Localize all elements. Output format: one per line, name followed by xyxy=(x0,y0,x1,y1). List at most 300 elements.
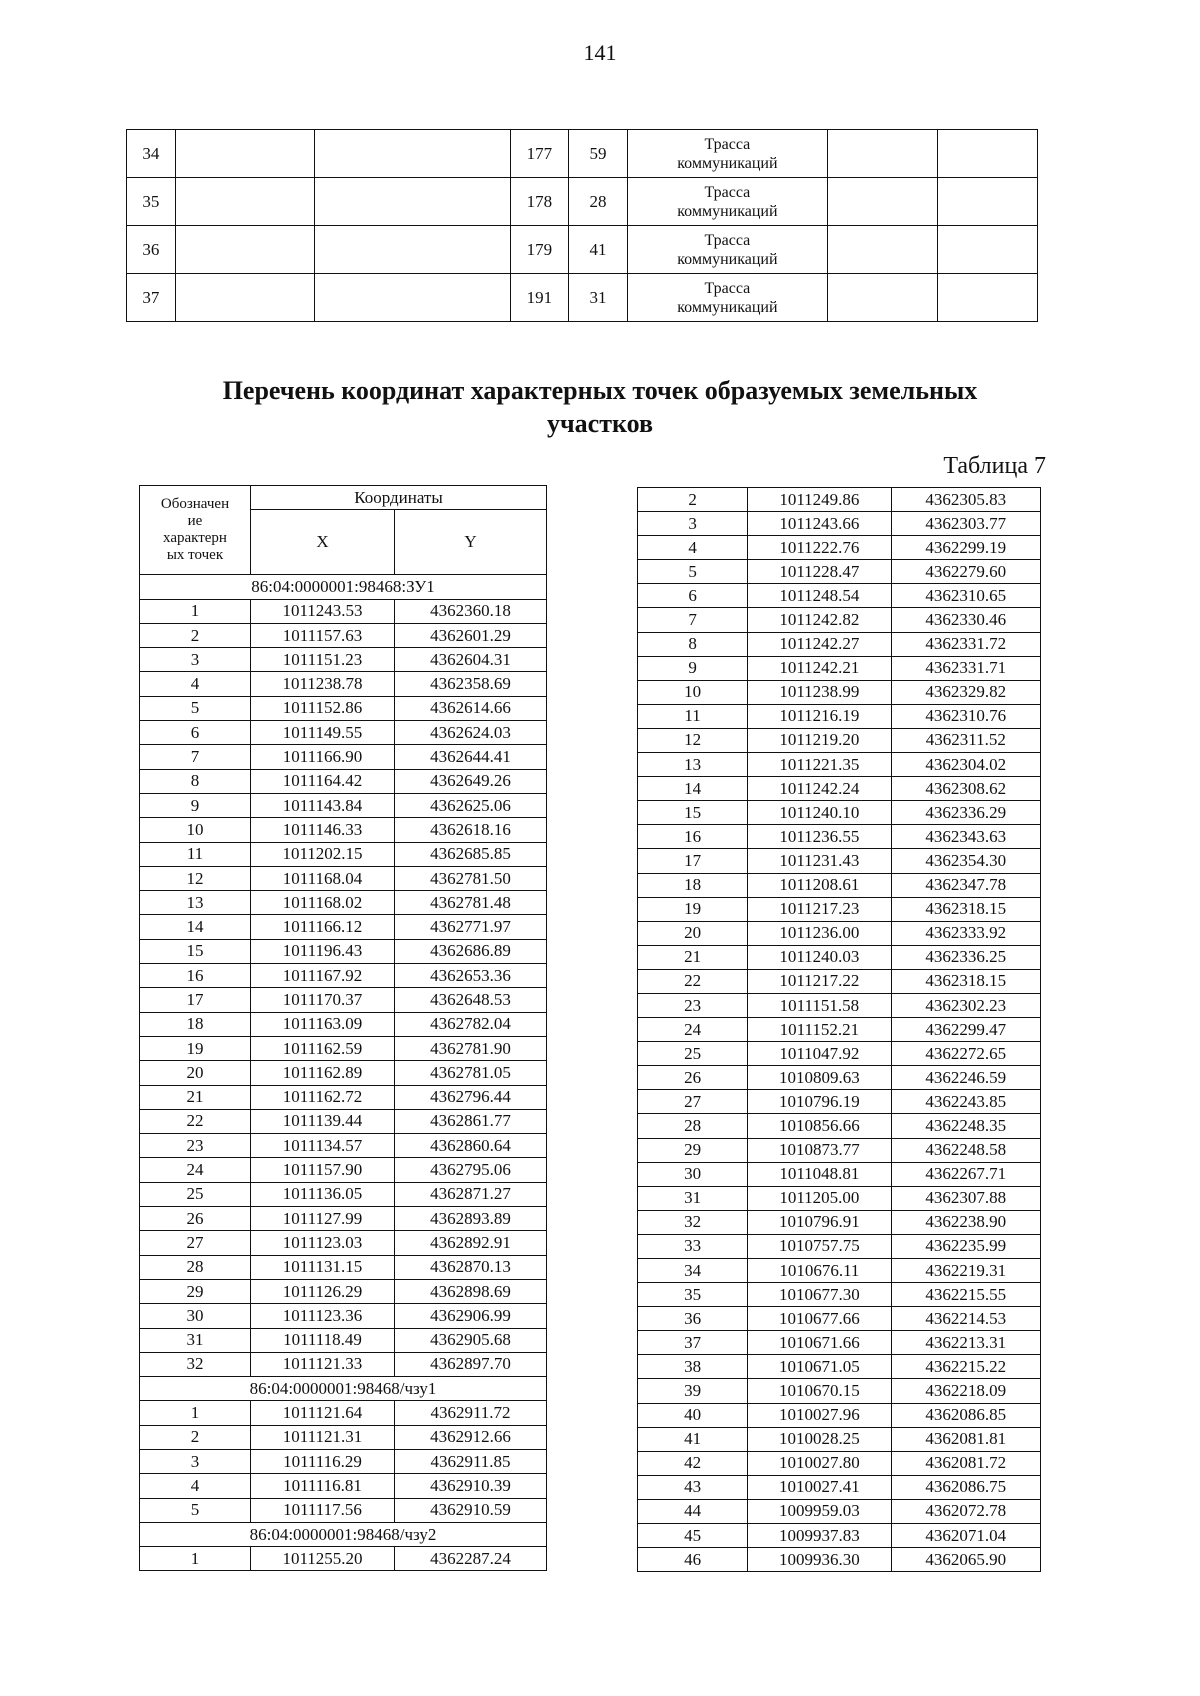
point-number: 37 xyxy=(638,1331,748,1355)
y-value: 4362871.27 xyxy=(395,1182,547,1206)
point-number: 7 xyxy=(638,608,748,632)
y-value: 4362796.44 xyxy=(395,1085,547,1109)
y-value: 4362649.26 xyxy=(395,769,547,793)
y-value: 4362653.36 xyxy=(395,964,547,988)
continuation-table xyxy=(126,129,1038,322)
description-line: Трасса xyxy=(704,183,751,201)
y-value: 4362318.15 xyxy=(891,897,1040,921)
x-value: 1011228.47 xyxy=(748,560,891,584)
y-value: 4362897.70 xyxy=(395,1352,547,1376)
point-number: 5 xyxy=(638,560,748,584)
point-number: 10 xyxy=(140,818,251,842)
table-row xyxy=(638,1283,1041,1307)
y-value: 4362318.15 xyxy=(891,969,1040,993)
x-value: 1011240.03 xyxy=(748,945,891,969)
table-row xyxy=(638,1234,1041,1258)
table-row xyxy=(638,1042,1041,1066)
y-value: 4362299.19 xyxy=(891,536,1040,560)
table-row xyxy=(638,680,1041,704)
y-value: 4362648.53 xyxy=(395,988,547,1012)
y-value: 4362248.35 xyxy=(891,1114,1040,1138)
point-number: 25 xyxy=(140,1182,251,1206)
y-value: 4362308.62 xyxy=(891,777,1040,801)
table-row xyxy=(140,769,547,793)
point-number: 29 xyxy=(638,1138,748,1162)
table-row xyxy=(638,512,1041,536)
empty-cell xyxy=(827,274,937,322)
table-row xyxy=(638,969,1041,993)
designation-header-line: характерн xyxy=(163,530,227,547)
x-value: 1011121.31 xyxy=(251,1425,395,1449)
point-number: 32 xyxy=(140,1352,251,1376)
y-value: 4362781.90 xyxy=(395,1036,547,1060)
x-value: 1011219.20 xyxy=(748,728,891,752)
x-value: 1011162.89 xyxy=(251,1061,395,1085)
y-value: 4362898.69 xyxy=(395,1279,547,1303)
point-number: 3 xyxy=(140,1449,251,1473)
x-value: 1011221.35 xyxy=(748,753,891,777)
y-value: 4362360.18 xyxy=(395,599,547,623)
table-row xyxy=(638,921,1041,945)
y-value: 4362906.99 xyxy=(395,1304,547,1328)
y-value: 4362246.59 xyxy=(891,1066,1040,1090)
table-row xyxy=(140,1328,547,1352)
table-row xyxy=(140,818,547,842)
empty-cell xyxy=(937,130,1037,178)
x-value: 1011157.63 xyxy=(251,623,395,647)
table-row xyxy=(140,1109,547,1133)
y-value: 4362625.06 xyxy=(395,793,547,817)
point-number: 7 xyxy=(140,745,251,769)
x-value: 1010027.96 xyxy=(748,1403,891,1427)
x-value: 1011242.21 xyxy=(748,656,891,680)
table-row xyxy=(638,632,1041,656)
y-value: 4362218.09 xyxy=(891,1379,1040,1403)
y-value: 4362604.31 xyxy=(395,648,547,672)
y-value: 4362333.92 xyxy=(891,921,1040,945)
x-value: 1010757.75 xyxy=(748,1234,891,1258)
point-number: 23 xyxy=(140,1134,251,1158)
y-value: 4362086.85 xyxy=(891,1403,1040,1427)
x-value: 1011255.20 xyxy=(251,1547,395,1571)
table-row xyxy=(638,1162,1041,1186)
point-number: 15 xyxy=(140,939,251,963)
y-value: 4362219.31 xyxy=(891,1259,1040,1283)
table-row xyxy=(638,656,1041,680)
y-value: 4362618.16 xyxy=(395,818,547,842)
table-row xyxy=(638,704,1041,728)
point-number: 39 xyxy=(638,1379,748,1403)
x-value: 1010670.15 xyxy=(748,1379,891,1403)
description-line: Трасса xyxy=(704,231,751,249)
empty-cell xyxy=(315,130,510,178)
point-number: 17 xyxy=(140,988,251,1012)
x-value: 1010796.19 xyxy=(748,1090,891,1114)
x-value: 1011116.81 xyxy=(251,1474,395,1498)
y-value: 4362304.02 xyxy=(891,753,1040,777)
table-row xyxy=(140,599,547,623)
x-value: 1010027.41 xyxy=(748,1475,891,1499)
x-value: 1011126.29 xyxy=(251,1279,395,1303)
point-number: 14 xyxy=(638,777,748,801)
y-value: 4362307.88 xyxy=(891,1186,1040,1210)
y-value: 4362215.55 xyxy=(891,1283,1040,1307)
point-number: 26 xyxy=(140,1207,251,1231)
title-line-2: участков xyxy=(546,409,653,438)
y-value: 4362870.13 xyxy=(395,1255,547,1279)
table-row xyxy=(140,915,547,939)
y-value: 4362795.06 xyxy=(395,1158,547,1182)
empty-cell xyxy=(315,274,510,322)
y-value: 4362305.83 xyxy=(891,488,1040,512)
table-row xyxy=(140,1061,547,1085)
table-row xyxy=(638,1186,1041,1210)
y-value: 4362905.68 xyxy=(395,1328,547,1352)
point-number: 8 xyxy=(638,632,748,656)
empty-cell xyxy=(827,178,937,226)
row-number: 36 xyxy=(127,226,176,274)
y-value: 4362310.76 xyxy=(891,704,1040,728)
y-value: 4362861.77 xyxy=(395,1109,547,1133)
y-value: 4362347.78 xyxy=(891,873,1040,897)
table-row xyxy=(140,623,547,647)
point-number: 40 xyxy=(638,1403,748,1427)
y-value: 4362310.65 xyxy=(891,584,1040,608)
point-number: 2 xyxy=(140,623,251,647)
description-cell xyxy=(627,274,827,322)
point-number: 33 xyxy=(638,1234,748,1258)
point-number: 6 xyxy=(638,584,748,608)
x-value: 1010671.66 xyxy=(748,1331,891,1355)
table-row xyxy=(140,1547,547,1571)
x-value: 1011249.86 xyxy=(748,488,891,512)
point-number: 4 xyxy=(140,1474,251,1498)
empty-cell xyxy=(937,274,1037,322)
x-value: 1011168.02 xyxy=(251,891,395,915)
section-row xyxy=(140,1522,547,1546)
point-number: 28 xyxy=(140,1255,251,1279)
table-row xyxy=(638,1210,1041,1234)
point-number: 42 xyxy=(638,1451,748,1475)
x-value: 1009959.03 xyxy=(748,1499,891,1523)
table-row xyxy=(638,488,1041,512)
x-value: 1011047.92 xyxy=(748,1042,891,1066)
y-value: 4362910.59 xyxy=(395,1498,547,1522)
y-value: 4362892.91 xyxy=(395,1231,547,1255)
table-row xyxy=(140,1207,547,1231)
y-value: 4362272.65 xyxy=(891,1042,1040,1066)
x-value: 1011202.15 xyxy=(251,842,395,866)
point-number: 24 xyxy=(140,1158,251,1182)
section-row xyxy=(140,575,547,599)
x-value: 1011222.76 xyxy=(748,536,891,560)
point-number: 20 xyxy=(638,921,748,945)
table-row xyxy=(638,1379,1041,1403)
y-value: 4362771.97 xyxy=(395,915,547,939)
point-number: 28 xyxy=(638,1114,748,1138)
table-row xyxy=(140,745,547,769)
point-number: 6 xyxy=(140,721,251,745)
table-row xyxy=(638,560,1041,584)
x-value: 1011127.99 xyxy=(251,1207,395,1231)
table-row xyxy=(638,1114,1041,1138)
description-line: коммуникаций xyxy=(677,202,778,220)
x-value: 1011139.44 xyxy=(251,1109,395,1133)
table-row xyxy=(638,1451,1041,1475)
y-value: 4362302.23 xyxy=(891,993,1040,1017)
table-row xyxy=(638,728,1041,752)
y-value: 4362912.66 xyxy=(395,1425,547,1449)
x-value: 1011217.23 xyxy=(748,897,891,921)
x-value: 1011236.55 xyxy=(748,825,891,849)
x-value: 1009936.30 xyxy=(748,1548,891,1572)
point-number: 27 xyxy=(140,1231,251,1255)
description-line: коммуникаций xyxy=(677,154,778,172)
point-number: 46 xyxy=(638,1548,748,1572)
point-number: 32 xyxy=(638,1210,748,1234)
table-row xyxy=(638,897,1041,921)
y-value: 4362860.64 xyxy=(395,1134,547,1158)
point-number: 5 xyxy=(140,696,251,720)
x-value: 1011162.59 xyxy=(251,1036,395,1060)
y-value: 4362235.99 xyxy=(891,1234,1040,1258)
y-header: Y xyxy=(395,510,547,575)
x-value: 1009937.83 xyxy=(748,1524,891,1548)
point-number: 44 xyxy=(638,1499,748,1523)
x-value: 1011238.99 xyxy=(748,680,891,704)
y-value: 4362299.47 xyxy=(891,1018,1040,1042)
empty-cell xyxy=(175,226,315,274)
empty-cell xyxy=(937,178,1037,226)
point-number: 18 xyxy=(638,873,748,897)
y-value: 4362086.75 xyxy=(891,1475,1040,1499)
empty-cell xyxy=(937,226,1037,274)
table-row xyxy=(638,1524,1041,1548)
designation-header-line: ых точек xyxy=(166,547,224,564)
point-number: 12 xyxy=(140,866,251,890)
x-value: 1011146.33 xyxy=(251,818,395,842)
x-value: 1011208.61 xyxy=(748,873,891,897)
x-value: 1011134.57 xyxy=(251,1134,395,1158)
x-value: 1011121.33 xyxy=(251,1352,395,1376)
x-value: 1011149.55 xyxy=(251,721,395,745)
y-value: 4362686.89 xyxy=(395,939,547,963)
x-value: 1011152.86 xyxy=(251,696,395,720)
y-value: 4362215.22 xyxy=(891,1355,1040,1379)
point-number: 16 xyxy=(638,825,748,849)
point-number: 5 xyxy=(140,1498,251,1522)
table-row xyxy=(140,939,547,963)
y-value: 4362071.04 xyxy=(891,1524,1040,1548)
x-value: 1011123.36 xyxy=(251,1304,395,1328)
table-caption: Таблица 7 xyxy=(943,453,1046,479)
x-value: 1011117.56 xyxy=(251,1498,395,1522)
x-value: 1011136.05 xyxy=(251,1182,395,1206)
designation-header-line: ие xyxy=(187,513,203,530)
table-row xyxy=(638,993,1041,1017)
x-value: 1010873.77 xyxy=(748,1138,891,1162)
empty-cell xyxy=(175,130,315,178)
description-cell xyxy=(627,178,827,226)
x-value: 1011216.19 xyxy=(748,704,891,728)
description-line: коммуникаций xyxy=(677,250,778,268)
section-row xyxy=(140,1377,547,1401)
x-header: X xyxy=(251,510,395,575)
x-value: 1011168.04 xyxy=(251,866,395,890)
table-row xyxy=(638,801,1041,825)
point-number: 31 xyxy=(140,1328,251,1352)
section-name: 86:04:0000001:98468:ЗУ1 xyxy=(140,575,547,599)
point-number: 20 xyxy=(140,1061,251,1085)
point-number: 21 xyxy=(140,1085,251,1109)
table-row xyxy=(140,1182,547,1206)
point-number: 35 xyxy=(638,1283,748,1307)
table-row xyxy=(127,274,1038,322)
point-number: 25 xyxy=(638,1042,748,1066)
y-value: 4362782.04 xyxy=(395,1012,547,1036)
y-value: 4362354.30 xyxy=(891,849,1040,873)
table-row xyxy=(140,1352,547,1376)
x-value: 1011242.82 xyxy=(748,608,891,632)
point-id: 191 xyxy=(510,274,569,322)
y-value: 4362644.41 xyxy=(395,745,547,769)
y-value: 4362238.90 xyxy=(891,1210,1040,1234)
table-row xyxy=(140,793,547,817)
section-name: 86:04:0000001:98468/чзу1 xyxy=(140,1377,547,1401)
table-row xyxy=(638,1499,1041,1523)
point-number: 1 xyxy=(140,599,251,623)
y-value: 4362279.60 xyxy=(891,560,1040,584)
point-number: 21 xyxy=(638,945,748,969)
table-row xyxy=(140,1425,547,1449)
x-value: 1011118.49 xyxy=(251,1328,395,1352)
point-number: 16 xyxy=(140,964,251,988)
y-value: 4362267.71 xyxy=(891,1162,1040,1186)
x-value: 1011242.24 xyxy=(748,777,891,801)
table-row xyxy=(638,825,1041,849)
y-value: 4362065.90 xyxy=(891,1548,1040,1572)
title-line-1: Перечень координат характерных точек образуемых земельных xyxy=(222,376,978,405)
y-value: 4362614.66 xyxy=(395,696,547,720)
x-value: 1011170.37 xyxy=(251,988,395,1012)
x-value: 1011248.54 xyxy=(748,584,891,608)
empty-cell xyxy=(175,178,315,226)
y-value: 4362214.53 xyxy=(891,1307,1040,1331)
coordinates-header: Координаты xyxy=(251,486,547,510)
x-value: 1011157.90 xyxy=(251,1158,395,1182)
table-row xyxy=(638,873,1041,897)
point-value: 28 xyxy=(569,178,628,226)
table-row xyxy=(638,849,1041,873)
description-line: коммуникаций xyxy=(677,298,778,316)
point-id: 177 xyxy=(510,130,569,178)
x-value: 1010671.05 xyxy=(748,1355,891,1379)
x-value: 1011162.72 xyxy=(251,1085,395,1109)
y-value: 4362911.72 xyxy=(395,1401,547,1425)
x-value: 1010028.25 xyxy=(748,1427,891,1451)
point-number: 13 xyxy=(140,891,251,915)
y-value: 4362911.85 xyxy=(395,1449,547,1473)
table-row xyxy=(638,1475,1041,1499)
designation-header xyxy=(140,486,251,575)
table-row xyxy=(140,1401,547,1425)
point-value: 59 xyxy=(569,130,628,178)
point-number: 15 xyxy=(638,801,748,825)
table-row xyxy=(127,226,1038,274)
x-value: 1011123.03 xyxy=(251,1231,395,1255)
x-value: 1010027.80 xyxy=(748,1451,891,1475)
x-value: 1010676.11 xyxy=(748,1259,891,1283)
x-value: 1010677.66 xyxy=(748,1307,891,1331)
point-number: 18 xyxy=(140,1012,251,1036)
point-number: 11 xyxy=(638,704,748,728)
x-value: 1011238.78 xyxy=(251,672,395,696)
x-value: 1011240.10 xyxy=(748,801,891,825)
x-value: 1011231.43 xyxy=(748,849,891,873)
x-value: 1010856.66 xyxy=(748,1114,891,1138)
table-row xyxy=(638,608,1041,632)
x-value: 1011152.21 xyxy=(748,1018,891,1042)
point-value: 31 xyxy=(569,274,628,322)
y-value: 4362893.89 xyxy=(395,1207,547,1231)
table-row xyxy=(638,1066,1041,1090)
point-number: 3 xyxy=(638,512,748,536)
y-value: 4362358.69 xyxy=(395,672,547,696)
y-value: 4362330.46 xyxy=(891,608,1040,632)
y-value: 4362336.25 xyxy=(891,945,1040,969)
point-id: 179 xyxy=(510,226,569,274)
table-row xyxy=(140,1134,547,1158)
point-number: 22 xyxy=(140,1109,251,1133)
y-value: 4362781.05 xyxy=(395,1061,547,1085)
point-number: 9 xyxy=(638,656,748,680)
row-number: 35 xyxy=(127,178,176,226)
table-row xyxy=(638,1427,1041,1451)
empty-cell xyxy=(827,226,937,274)
x-value: 1011242.27 xyxy=(748,632,891,656)
x-value: 1011143.84 xyxy=(251,793,395,817)
x-value: 1011217.22 xyxy=(748,969,891,993)
x-value: 1011121.64 xyxy=(251,1401,395,1425)
y-value: 4362311.52 xyxy=(891,728,1040,752)
table-row xyxy=(638,777,1041,801)
table-row xyxy=(140,988,547,1012)
table-row xyxy=(638,753,1041,777)
section-name: 86:04:0000001:98468/чзу2 xyxy=(140,1522,547,1546)
y-value: 4362243.85 xyxy=(891,1090,1040,1114)
y-value: 4362081.72 xyxy=(891,1451,1040,1475)
description-line: Трасса xyxy=(704,135,751,153)
x-value: 1011196.43 xyxy=(251,939,395,963)
row-number: 37 xyxy=(127,274,176,322)
empty-cell xyxy=(827,130,937,178)
table-row xyxy=(638,536,1041,560)
point-number: 45 xyxy=(638,1524,748,1548)
x-value: 1011166.90 xyxy=(251,745,395,769)
point-id: 178 xyxy=(510,178,569,226)
coordinates-table-right xyxy=(637,487,1041,1572)
point-number: 4 xyxy=(140,672,251,696)
y-value: 4362685.85 xyxy=(395,842,547,866)
x-value: 1011167.92 xyxy=(251,964,395,988)
empty-cell xyxy=(315,178,510,226)
point-number: 3 xyxy=(140,648,251,672)
empty-cell xyxy=(315,226,510,274)
x-value: 1011236.00 xyxy=(748,921,891,945)
description-cell xyxy=(627,130,827,178)
point-number: 22 xyxy=(638,969,748,993)
x-value: 1011151.23 xyxy=(251,648,395,672)
